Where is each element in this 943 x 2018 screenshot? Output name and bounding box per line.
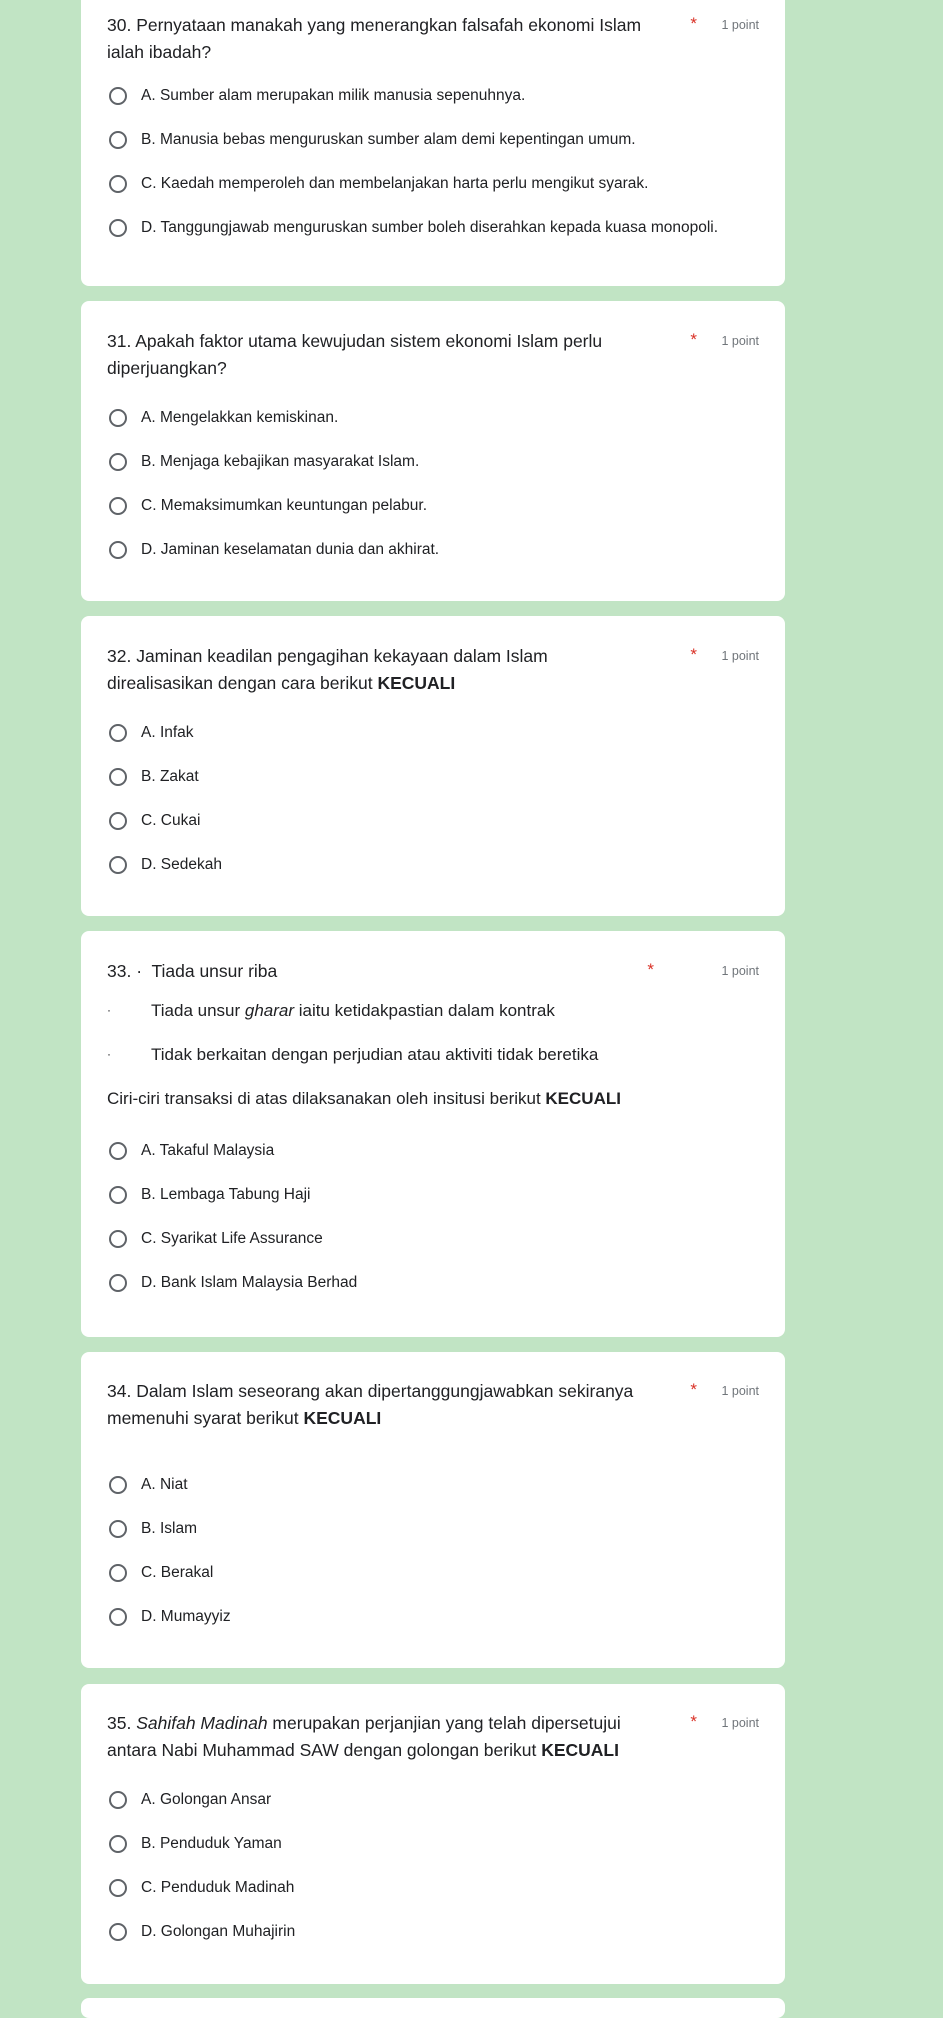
- required-asterisk: *: [647, 960, 654, 979]
- option-label: D. Bank Islam Malaysia Berhad: [141, 1274, 358, 1291]
- option-a[interactable]: [107, 1778, 759, 1822]
- option-label: B. Islam: [141, 1520, 197, 1537]
- option-label: D. Mumayyiz: [141, 1608, 231, 1625]
- bullet-icon: ·: [107, 1046, 111, 1061]
- option-a[interactable]: [107, 711, 759, 755]
- option-a[interactable]: [107, 396, 759, 440]
- points-label: 1 point: [721, 649, 759, 663]
- bullet-icon: ·: [107, 1002, 111, 1017]
- radio-icon[interactable]: [109, 541, 127, 559]
- question-card-31: [81, 301, 785, 601]
- radio-icon[interactable]: [109, 1835, 127, 1853]
- radio-icon[interactable]: [109, 453, 127, 471]
- option-label: C. Cukai: [141, 812, 201, 829]
- option-label: A. Sumber alam merupakan milik manusia sepenuhnya.: [141, 87, 526, 104]
- radio-icon[interactable]: [109, 87, 127, 105]
- option-c[interactable]: [107, 799, 759, 843]
- radio-icon[interactable]: [109, 768, 127, 786]
- option-label: A. Takaful Malaysia: [141, 1142, 275, 1159]
- radio-icon[interactable]: [109, 409, 127, 427]
- option-label: C. Berakal: [141, 1564, 214, 1581]
- radio-icon[interactable]: [109, 1274, 127, 1292]
- required-asterisk: *: [690, 330, 697, 349]
- radio-icon[interactable]: [109, 1791, 127, 1809]
- radio-icon[interactable]: [109, 1879, 127, 1897]
- option-c[interactable]: [107, 162, 759, 206]
- radio-icon[interactable]: [109, 131, 127, 149]
- radio-icon[interactable]: [109, 1608, 127, 1626]
- question-bullet-line: [107, 988, 759, 1032]
- option-c[interactable]: [107, 484, 759, 528]
- option-d[interactable]: [107, 1910, 759, 1954]
- points-label: 1 point: [721, 334, 759, 348]
- question-line-2: [151, 997, 555, 1024]
- option-b[interactable]: [107, 118, 759, 162]
- question-card-32: [81, 616, 785, 916]
- radio-icon[interactable]: [109, 1476, 127, 1494]
- option-c[interactable]: [107, 1866, 759, 1910]
- option-b[interactable]: [107, 755, 759, 799]
- radio-icon[interactable]: [109, 219, 127, 237]
- question-emphasis: KECUALI: [545, 1088, 621, 1108]
- option-c[interactable]: [107, 1551, 759, 1595]
- question-emphasis: KECUALI: [541, 1740, 619, 1760]
- option-d[interactable]: [107, 206, 759, 250]
- radio-icon[interactable]: [109, 1230, 127, 1248]
- radio-icon[interactable]: [109, 1923, 127, 1941]
- options-list: [107, 1463, 759, 1639]
- radio-icon[interactable]: [109, 1186, 127, 1204]
- points-label: 1 point: [721, 18, 759, 32]
- question-text: 32. Jaminan keadilan pengagihan kekayaan dalam Islam direalisasikan dengan cara berikut: [107, 646, 548, 693]
- option-label: C. Penduduk Madinah: [141, 1879, 295, 1896]
- options-list: [107, 1129, 759, 1305]
- question-title: [107, 328, 759, 382]
- option-b[interactable]: [107, 1507, 759, 1551]
- option-label: B. Menjaga kebajikan masyarakat Islam.: [141, 453, 420, 470]
- radio-icon[interactable]: [109, 812, 127, 830]
- option-c[interactable]: [107, 1217, 759, 1261]
- option-d[interactable]: [107, 843, 759, 887]
- option-label: C. Memaksimumkan keuntungan pelabur.: [141, 497, 428, 514]
- question-text: 30. Pernyataan manakah yang menerangkan falsafah ekonomi Islam ialah ibadah?: [107, 15, 642, 62]
- question-text-start: 35.: [107, 1713, 137, 1733]
- option-label: A. Infak: [141, 724, 194, 741]
- option-a[interactable]: [107, 74, 759, 118]
- required-asterisk: *: [690, 14, 697, 33]
- option-label: B. Zakat: [141, 768, 199, 785]
- question-emphasis: KECUALI: [303, 1408, 382, 1428]
- option-label: D. Jaminan keselamatan dunia dan akhirat.: [141, 541, 440, 558]
- question-title: [107, 12, 759, 66]
- option-d[interactable]: [107, 1261, 759, 1305]
- radio-icon[interactable]: [109, 1564, 127, 1582]
- question-number: 33. ·: [107, 961, 143, 981]
- question-card-35: [81, 1684, 785, 1984]
- question-line-1: Tiada unsur riba: [151, 961, 278, 981]
- option-label: B. Lembaga Tabung Haji: [141, 1186, 311, 1203]
- radio-icon[interactable]: [109, 856, 127, 874]
- question-card-30: [81, 0, 785, 286]
- radio-icon[interactable]: [109, 175, 127, 193]
- option-a[interactable]: [107, 1463, 759, 1507]
- required-asterisk: *: [690, 645, 697, 664]
- required-asterisk: *: [690, 1380, 697, 1399]
- question-title: [107, 643, 759, 697]
- question-line-3: Tidak berkaitan dengan perjudian atau aktiviti tidak beretika: [151, 1044, 599, 1064]
- question-text-italic: Sahifah Madinah: [136, 1713, 268, 1733]
- option-a[interactable]: [107, 1129, 759, 1173]
- option-b[interactable]: [107, 1173, 759, 1217]
- option-label: A. Golongan Ansar: [141, 1791, 272, 1808]
- option-label: B. Penduduk Yaman: [141, 1835, 282, 1852]
- option-label: B. Manusia bebas menguruskan sumber alam demi kepentingan umum.: [141, 131, 636, 148]
- question-card-next: [81, 1998, 785, 2018]
- option-label: A. Mengelakkan kemiskinan.: [141, 409, 339, 426]
- question-text: [107, 1713, 621, 1760]
- option-label: C. Syarikat Life Assurance: [141, 1230, 323, 1247]
- question-bullet-line: [107, 1032, 759, 1076]
- question-title: [107, 1710, 759, 1764]
- option-b[interactable]: [107, 1822, 759, 1866]
- question-title: [107, 958, 759, 985]
- option-label: D. Golongan Muhajirin: [141, 1923, 296, 1940]
- question-emphasis: KECUALI: [377, 673, 456, 693]
- question-text: 31. Apakah faktor utama kewujudan sistem ekonomi Islam perlu diperjuangkan?: [107, 331, 603, 378]
- question-text-end: merupakan perjanjian yang telah dipersetujui antara Nabi Muhammad SAW dengan golongan berikut: [107, 1713, 621, 1760]
- option-d[interactable]: [107, 528, 759, 572]
- line-2-italic: gharar: [244, 1000, 295, 1020]
- options-list: [107, 74, 759, 250]
- option-d[interactable]: [107, 1595, 759, 1639]
- question-title: [107, 1378, 759, 1432]
- points-label: 1 point: [721, 964, 759, 978]
- points-label: 1 point: [721, 1716, 759, 1730]
- option-b[interactable]: [107, 440, 759, 484]
- radio-icon[interactable]: [109, 1142, 127, 1160]
- radio-icon[interactable]: [109, 724, 127, 742]
- option-label: D. Sedekah: [141, 856, 222, 873]
- required-asterisk: *: [690, 1712, 697, 1731]
- options-list: [107, 396, 759, 572]
- radio-icon[interactable]: [109, 497, 127, 515]
- line-2-text-end: iaitu ketidakpastian dalam kontrak: [294, 1000, 555, 1020]
- question-text: 34. Dalam Islam seseorang akan dipertanggungjawabkan sekiranya memenuhi syarat berikut: [107, 1381, 634, 1428]
- option-label: D. Tanggungjawab menguruskan sumber boleh diserahkan kepada kuasa monopoli.: [141, 219, 719, 236]
- line-4-text: Ciri-ciri transaksi di atas dilaksanakan oleh insitusi berikut: [107, 1088, 546, 1108]
- points-label: 1 point: [721, 1384, 759, 1398]
- line-2-text: Tiada unsur: [151, 1000, 245, 1020]
- option-label: C. Kaedah memperoleh dan membelanjakan harta perlu mengikut syarak.: [141, 175, 649, 192]
- question-card-33: [81, 931, 785, 1337]
- option-label: A. Niat: [141, 1476, 188, 1493]
- options-list: [107, 1778, 759, 1954]
- radio-icon[interactable]: [109, 1520, 127, 1538]
- options-list: [107, 711, 759, 887]
- question-line-4: [107, 1076, 759, 1120]
- question-card-34: [81, 1352, 785, 1668]
